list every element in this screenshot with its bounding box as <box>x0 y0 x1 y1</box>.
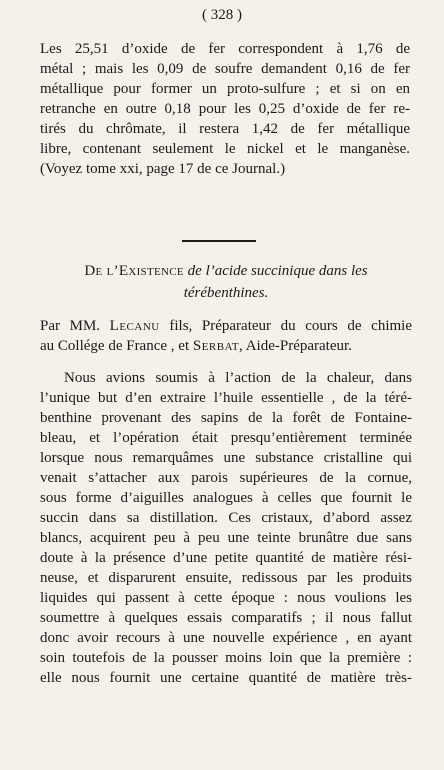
text-line: Nous avions soumis à l’action de la chaleur, dans <box>64 370 412 386</box>
text-line: lorsque nous remarquâmes une substance cristalline qui <box>40 450 412 466</box>
text-line: métal ; mais les 0,09 de soufre demandent 0,16 de fer <box>40 61 410 77</box>
text-line: blancs, acquirent peu à peu une teinte brunâtre due sans <box>40 530 412 546</box>
text-line: venait s’attacher aux parois supérieures de la cornue, <box>40 470 412 486</box>
author-lecanu: Lecanu <box>109 318 160 334</box>
article-body <box>40 368 412 688</box>
paragraph-iron-analysis <box>40 39 410 179</box>
text-line: soin toutefois de la pousser moins loin que la première : <box>40 650 412 666</box>
text-line: l’unique but d’en extraire l’huile essentielle , de la téré- <box>40 390 412 406</box>
title-italic-line1: de l’acide succinique dans les <box>187 263 368 279</box>
author-serbat: Serbat <box>192 338 240 354</box>
text-line: neuse, et disparurent ensuite, redissous par les produits <box>40 570 412 586</box>
text-line: libre, contenant seulement le nickel et le manganèse. <box>40 141 410 157</box>
text-line: (Voyez tome xxi, page 17 de ce Journal.) <box>40 161 286 177</box>
text-line: benthine provenant des sapins de la forêt de Fontaine- <box>40 410 412 426</box>
page-number: ( 328 ) <box>202 7 242 23</box>
text-line: liquides qui passent à cette époque : nous voulions les <box>40 590 412 606</box>
text-line: bleau, et l’opération était presqu’entièrement terminée <box>40 430 412 446</box>
byline-line <box>40 316 412 336</box>
text-line: donc avoir recours à une nouvelle expérience , en ayant <box>40 630 412 646</box>
byline-line <box>40 336 412 356</box>
title-caps: De l’Existence <box>84 263 184 279</box>
text-line: métallique pour former un proto-sulfure ; et si on en <box>40 81 410 97</box>
byline-role-1: fils, Préparateur du cours de chimie <box>169 318 412 334</box>
text-line: retranche en outre 0,18 pour les 0,25 d’oxide de fer re- <box>40 101 410 117</box>
text-line: succin dans sa distillation. Ces cristaux, d’abord assez <box>40 510 412 526</box>
text-line: elle nous fournit une certaine quantité de matière très- <box>40 670 412 686</box>
article-byline <box>40 316 412 356</box>
text-line: sous forme d’aiguilles analogues à celles que fournit le <box>40 490 412 506</box>
section-divider <box>182 240 256 242</box>
byline-role-2: , Aide-Préparateur. <box>239 338 352 354</box>
text-line: doute à la présence d’une petite quantité de matière rési- <box>40 550 412 566</box>
text-line: tirés du chrômate, il restera 1,42 de fer métallique <box>40 121 410 137</box>
text-line: soumettre à quelques essais comparatifs ; il nous fallut <box>40 610 412 626</box>
article-title <box>36 260 416 304</box>
text-line: Les 25,51 d’oxide de fer correspondent à 1,76 de <box>40 41 410 57</box>
title-italic-line2: térébenthines. <box>183 285 269 301</box>
byline-affiliation: au Collége de France , et <box>40 338 190 354</box>
byline-prefix: Par MM. <box>40 318 101 334</box>
